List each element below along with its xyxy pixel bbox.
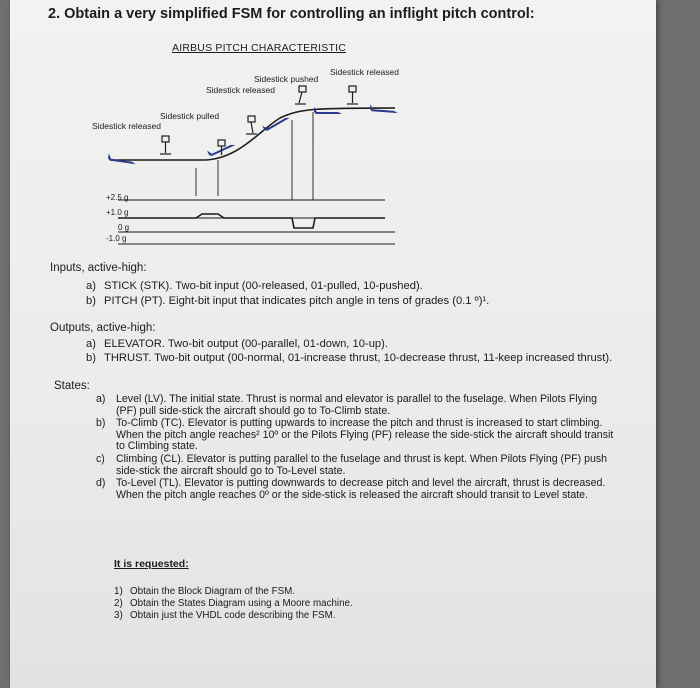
item-key: 3) xyxy=(114,610,123,621)
item-text: To-Climb (TC). Elevator is putting upwards to increase the pitch and thrust is increased to start climbing. When the pitch angle reaches² 10º or the Pilots Flying (PF) release the side-stick the aircraft should transit to Climbing state. xyxy=(116,417,614,453)
item-text: Obtain just the VHDL code describing the FSM. xyxy=(130,610,336,621)
g-axis-lines xyxy=(118,200,395,244)
states-list xyxy=(96,394,618,501)
item-text: Climbing (CL). Elevator is putting parallel to the fuselage and thrust is kept. When Pilots Flying (PF) push side-stick the aircraft should go to To-Level state. xyxy=(116,452,608,477)
item-key: 1) xyxy=(114,586,123,597)
input-item xyxy=(86,295,489,308)
state-item-to-level xyxy=(96,478,618,501)
sidestick-icon-pushed xyxy=(295,86,306,104)
item-text: PITCH (PT). Eight-bit input that indicates pitch angle in tens of grades (0.1 º)¹. xyxy=(104,295,490,307)
requested-item xyxy=(114,598,353,610)
label-pushed: Sidestick pushed xyxy=(254,74,319,84)
item-text: Obtain the States Diagram using a Moore machine. xyxy=(130,598,353,609)
state-item-level xyxy=(96,394,618,417)
item-text: Level (LV). The initial state. Thrust is normal and elevator is parallel to the fuselage. When Pilots Flying (PF) pull side-stick the aircraft should go to To-Climb state. xyxy=(116,393,598,417)
input-item xyxy=(86,280,423,293)
axis-label-2-5g: +2.5 g xyxy=(106,193,129,202)
label-released-right: Sidestick released xyxy=(330,67,399,77)
label-released-mid: Sidestick released xyxy=(206,85,275,95)
states-heading: States: xyxy=(54,380,90,392)
item-key: b) xyxy=(86,295,96,307)
item-key: b) xyxy=(86,352,96,364)
output-item xyxy=(86,338,388,351)
axis-label-1-0g: +1.0 g xyxy=(106,208,129,217)
item-key: c) xyxy=(96,452,105,465)
timing-lines xyxy=(196,112,313,200)
sidestick-icon-released-left xyxy=(160,136,171,154)
requested-heading: It is requested: xyxy=(114,558,189,570)
state-item-climbing xyxy=(96,454,618,477)
g-load-trace xyxy=(118,214,385,228)
axis-label-0g: 0 g xyxy=(118,223,130,232)
state-item-to-climb xyxy=(96,418,618,453)
requested-item xyxy=(114,610,335,622)
question-title: 2. Obtain a very simplified FSM for controlling an inflight pitch control: xyxy=(48,6,535,22)
sidestick-icon-pulled xyxy=(246,116,257,134)
item-key: b) xyxy=(96,417,106,430)
item-text: To-Level (TL). Elevator is putting downwards to decrease pitch and level the aircraft, thrust is decreased. When the pitch angle reaches 0º or the side-stick is released the aircraft should transit to Level state. xyxy=(116,477,606,501)
axis-label-minus-1g: -1.0 g xyxy=(106,234,127,243)
item-key: a) xyxy=(96,393,106,405)
item-text: STICK (STK). Two-bit input (00-released, 01-pulled, 10-pushed). xyxy=(104,280,423,292)
item-key: a) xyxy=(86,280,96,292)
sidestick-icon-released-mid xyxy=(218,140,225,155)
item-key: d) xyxy=(96,477,106,490)
item-text: ELEVATOR. Two-bit output (00-parallel, 01-down, 10-up). xyxy=(104,338,388,350)
aircraft-icon-1 xyxy=(108,153,137,164)
figure-title: AIRBUS PITCH CHARACTERISTIC xyxy=(172,42,346,54)
outputs-heading: Outputs, active-high: xyxy=(50,322,156,334)
sidestick-icon-released-right xyxy=(347,86,358,104)
item-text: THRUST. Two-bit output (00-normal, 01-increase thrust, 10-decrease thrust, 11-keep increased thrust). xyxy=(104,352,613,364)
exam-sheet xyxy=(10,0,656,688)
label-released-left: Sidestick released xyxy=(92,121,161,131)
inputs-heading: Inputs, active-high: xyxy=(50,262,147,274)
output-item xyxy=(86,352,646,365)
item-text: Obtain the Block Diagram of the FSM. xyxy=(130,586,295,597)
item-key: a) xyxy=(86,338,96,350)
requested-item xyxy=(114,586,295,598)
item-key: 2) xyxy=(114,598,123,609)
label-pulled: Sidestick pulled xyxy=(160,111,220,121)
